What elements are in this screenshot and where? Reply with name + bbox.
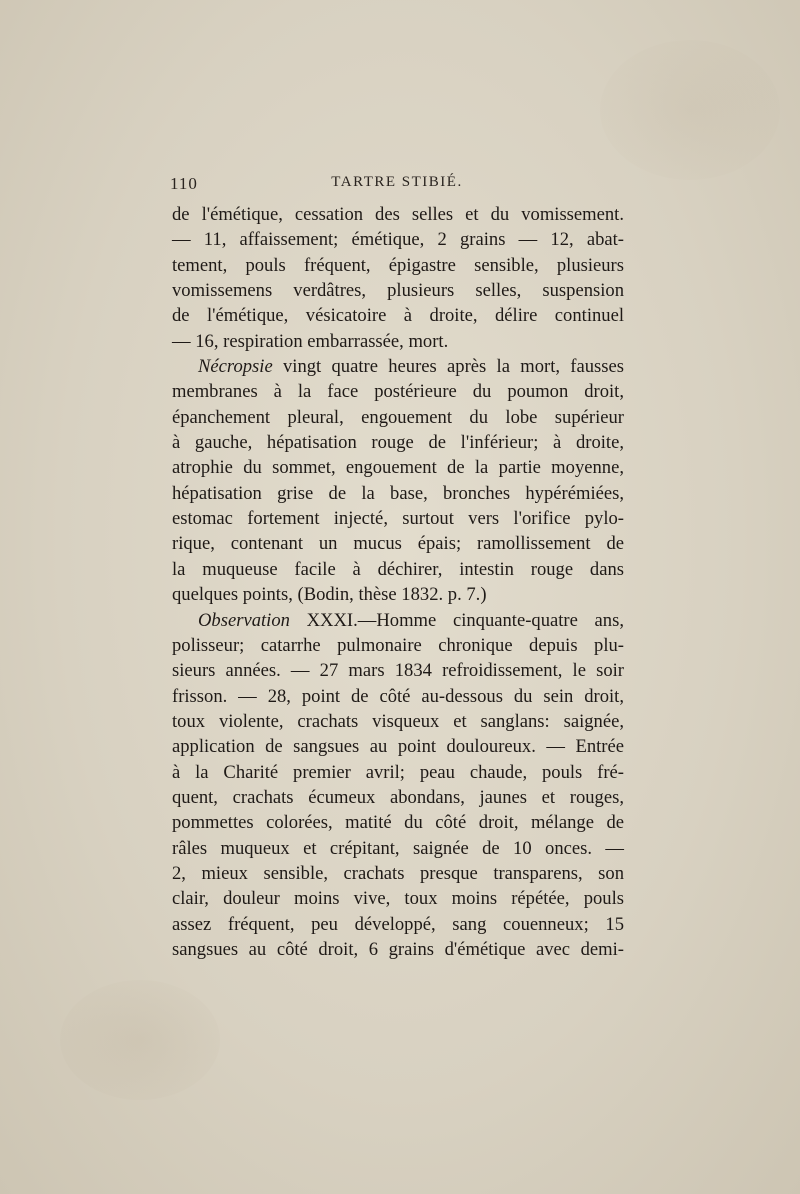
line-text: toux violente, crachats visqueux et sanglans: saignée, <box>172 710 624 732</box>
text-line <box>172 582 624 607</box>
line-text: tement, pouls fréquent, épigastre sensible, plusieurs <box>172 254 624 276</box>
text-line <box>172 329 624 354</box>
text-line <box>172 937 624 962</box>
text-line <box>172 557 624 582</box>
text-line <box>172 253 624 278</box>
line-text: rique, contenant un mucus épais; ramollissement de <box>172 533 624 555</box>
text-line <box>172 684 624 709</box>
line-text: 2, mieux sensible, crachats presque transparens, son <box>172 862 624 884</box>
line-text: la muqueuse facile à déchirer, intestin rouge dans <box>172 558 624 580</box>
text-line <box>172 912 624 937</box>
text-line <box>172 810 624 835</box>
line-text: vomissemens verdâtres, plusieurs selles, suspension <box>172 280 624 302</box>
text-line <box>172 354 624 379</box>
text-line <box>172 506 624 531</box>
line-text: estomac fortement injecté, surtout vers l'orifice pylo- <box>172 508 624 530</box>
text-line <box>172 227 624 252</box>
text-line <box>172 379 624 404</box>
page-number: 110 <box>170 174 198 193</box>
text-line <box>172 658 624 683</box>
line-text: sieurs années. — 27 mars 1834 refroidissement, le soir <box>172 660 624 682</box>
line-text: application de sangsues au point douloureux. — Entrée <box>172 736 624 758</box>
text-line <box>172 861 624 886</box>
line-text: assez fréquent, peu développé, sang couenneux; 15 <box>172 913 624 935</box>
line-text: — 16, respiration embarrassée, mort. <box>172 330 449 352</box>
text-line <box>172 202 624 227</box>
paper-stain <box>600 40 780 180</box>
text-line <box>172 608 624 633</box>
text-line <box>172 734 624 759</box>
line-text: — 11, affaissement; émétique, 2 grains — 12, abat- <box>172 229 624 251</box>
paper-stain <box>60 980 220 1100</box>
line-text: polisseur; catarrhe pulmonaire chronique depuis plu- <box>172 634 624 656</box>
text-line <box>172 430 624 455</box>
running-title: TARTRE STIBIÉ. <box>331 174 463 190</box>
line-text: sangsues au côté droit, 6 grains d'émétique avec demi- <box>172 938 624 960</box>
line-text: râles muqueux et crépitant, saignée de 10 onces. — <box>172 837 624 859</box>
line-text: XXXI.—Homme cinquante-quatre ans, <box>289 609 624 631</box>
line-text: à gauche, hépatisation rouge de l'inférieur; à droite, <box>172 432 624 454</box>
line-text: vingt quatre heures après la mort, fausses <box>272 356 624 378</box>
line-text: quelques points, (Bodin, thèse 1832. p. 7.) <box>172 584 487 606</box>
line-text: de l'émétique, cessation des selles et du vomissement. <box>172 204 624 225</box>
italic-heading: Nécropsie <box>198 356 273 378</box>
line-text: pommettes colorées, matité du côté droit, mélange de <box>172 812 624 834</box>
line-text: de l'émétique, vésicatoire à droite, délire continuel <box>172 305 624 327</box>
text-line <box>172 633 624 658</box>
body-text <box>172 202 624 962</box>
line-text: clair, douleur moins vive, toux moins répétée, pouls <box>172 888 624 910</box>
text-line <box>172 278 624 303</box>
text-line <box>172 455 624 480</box>
line-text: à la Charité premier avril; peau chaude, pouls fré- <box>172 761 624 783</box>
line-text: membranes à la face postérieure du poumon droit, <box>172 381 624 403</box>
line-text: quent, crachats écumeux abondans, jaunes et rouges, <box>172 786 624 808</box>
text-line <box>172 405 624 430</box>
text-line <box>172 303 624 328</box>
text-line <box>172 531 624 556</box>
text-line <box>172 481 624 506</box>
text-line <box>172 760 624 785</box>
line-text: épanchement pleural, engouement du lobe supérieur <box>172 406 624 428</box>
italic-heading: Observation <box>198 609 290 631</box>
text-line <box>172 785 624 810</box>
page-header <box>170 172 624 196</box>
text-line <box>172 836 624 861</box>
line-text: hépatisation grise de la base, bronches hypérémiées, <box>172 482 624 504</box>
text-line <box>172 709 624 734</box>
line-text: atrophie du sommet, engouement de la partie moyenne, <box>172 457 624 479</box>
line-text: frisson. — 28, point de côté au-dessous du sein droit, <box>172 685 624 707</box>
text-line <box>172 886 624 911</box>
